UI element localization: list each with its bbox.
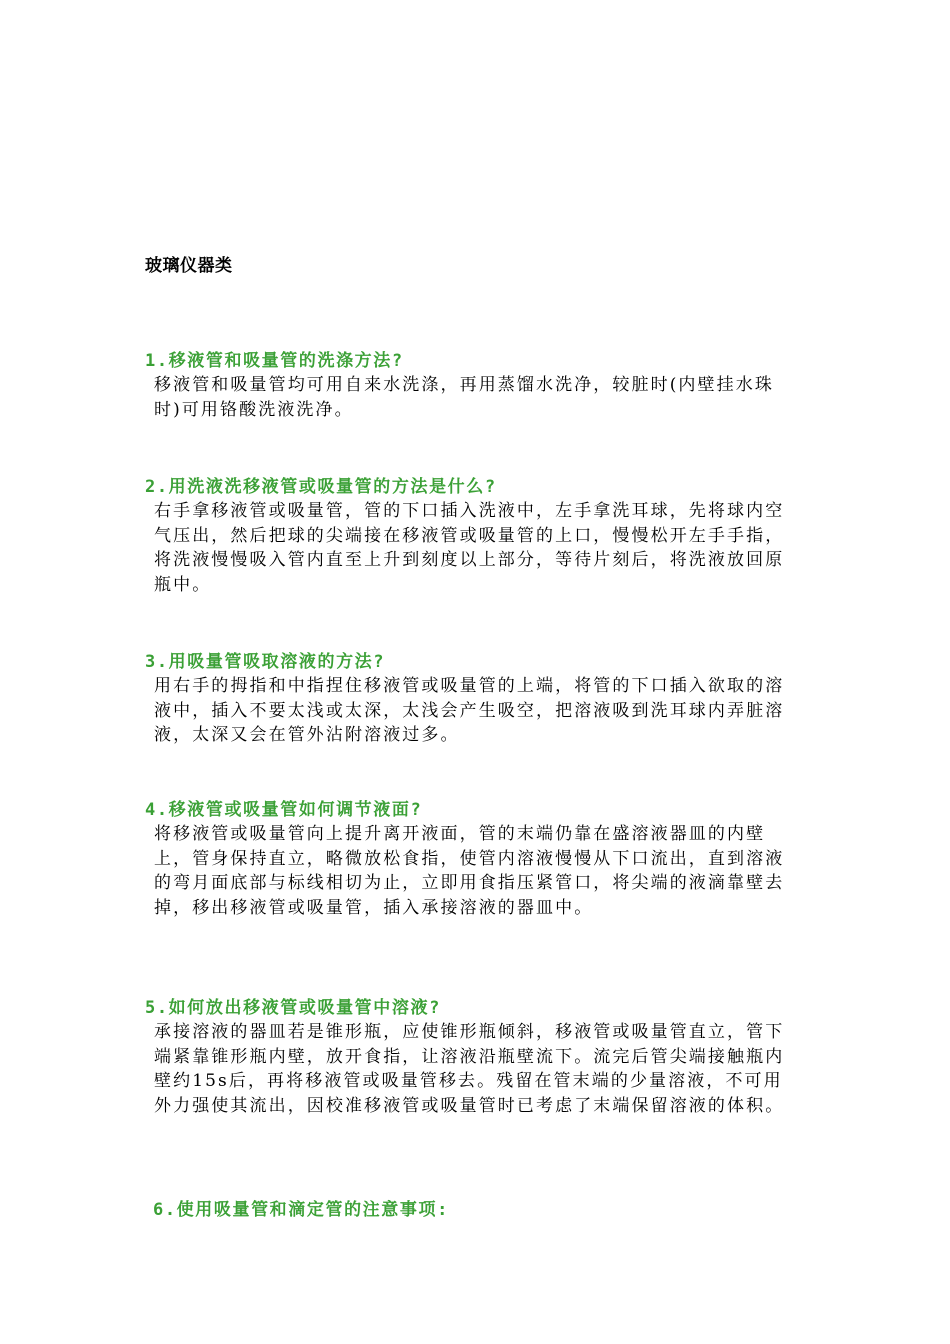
answer-paragraph: 移液管和吸量管均可用自来水洗涤，再用蒸馏水洗净，较脏时(内壁挂水珠时)可用铬酸洗液洗净。 xyxy=(154,375,774,420)
answer-paragraph: 承接溶液的器皿若是锥形瓶，应使锥形瓶倾斜，移液管或吸量管直立，管下端紧靠锥形瓶内壁，放开食指，让溶液沿瓶壁流下。流完后管尖端接触瓶内壁约15s后，再将移液管或吸量管移去。残留在管末端的少量溶液，不可用外力强使其流出，因校准移液管或吸量管时已考虑了末端保留溶液的体积。 xyxy=(154,1022,785,1116)
page-title: 玻璃仪器类 xyxy=(145,256,233,276)
answer-paragraph: 用右手的拇指和中指捏住移液管或吸量管的上端，将管的下口插入欲取的溶液中，插入不要太浅或太深，太浅会产生吸空，把溶液吸到洗耳球内弄脏溶液，太深又会在管外沾附溶液过多。 xyxy=(154,676,785,745)
question-heading: 4.移液管或吸量管如何调节液面? xyxy=(145,800,423,820)
qa-section-2 xyxy=(145,475,795,597)
qa-section-3 xyxy=(145,650,795,748)
question-heading: 3.用吸量管吸取溶液的方法? xyxy=(145,652,386,672)
qa-section-6 xyxy=(145,1198,795,1222)
qa-section-4 xyxy=(145,798,795,920)
question-heading: 5.如何放出移液管或吸量管中溶液? xyxy=(145,998,441,1018)
question-heading: 6.使用吸量管和滴定管的注意事项: xyxy=(153,1200,449,1220)
answer-paragraph: 将移液管或吸量管向上提升离开液面，管的末端仍靠在盛溶液器皿的内壁上，管身保持直立，略微放松食指，使管内溶液慢慢从下口流出，直到溶液的弯月面底部与标线相切为止，立即用食指压紧管口，将尖端的液滴靠壁去掉，移出移液管或吸量管，插入承接溶液的器皿中。 xyxy=(154,824,785,918)
question-heading: 1.移液管和吸量管的洗涤方法? xyxy=(145,351,404,371)
question-heading: 2.用洗液洗移液管或吸量管的方法是什么? xyxy=(145,477,497,497)
qa-section-1 xyxy=(145,349,795,422)
answer-paragraph: 右手拿移液管或吸量管，管的下口插入洗液中，左手拿洗耳球，先将球内空气压出，然后把球的尖端接在移液管或吸量管的上口，慢慢松开左手手指，将洗液慢慢吸入管内直至上升到刻度以上部分，等待片刻后，将洗液放回原瓶中。 xyxy=(154,501,785,595)
qa-section-5 xyxy=(145,996,795,1118)
